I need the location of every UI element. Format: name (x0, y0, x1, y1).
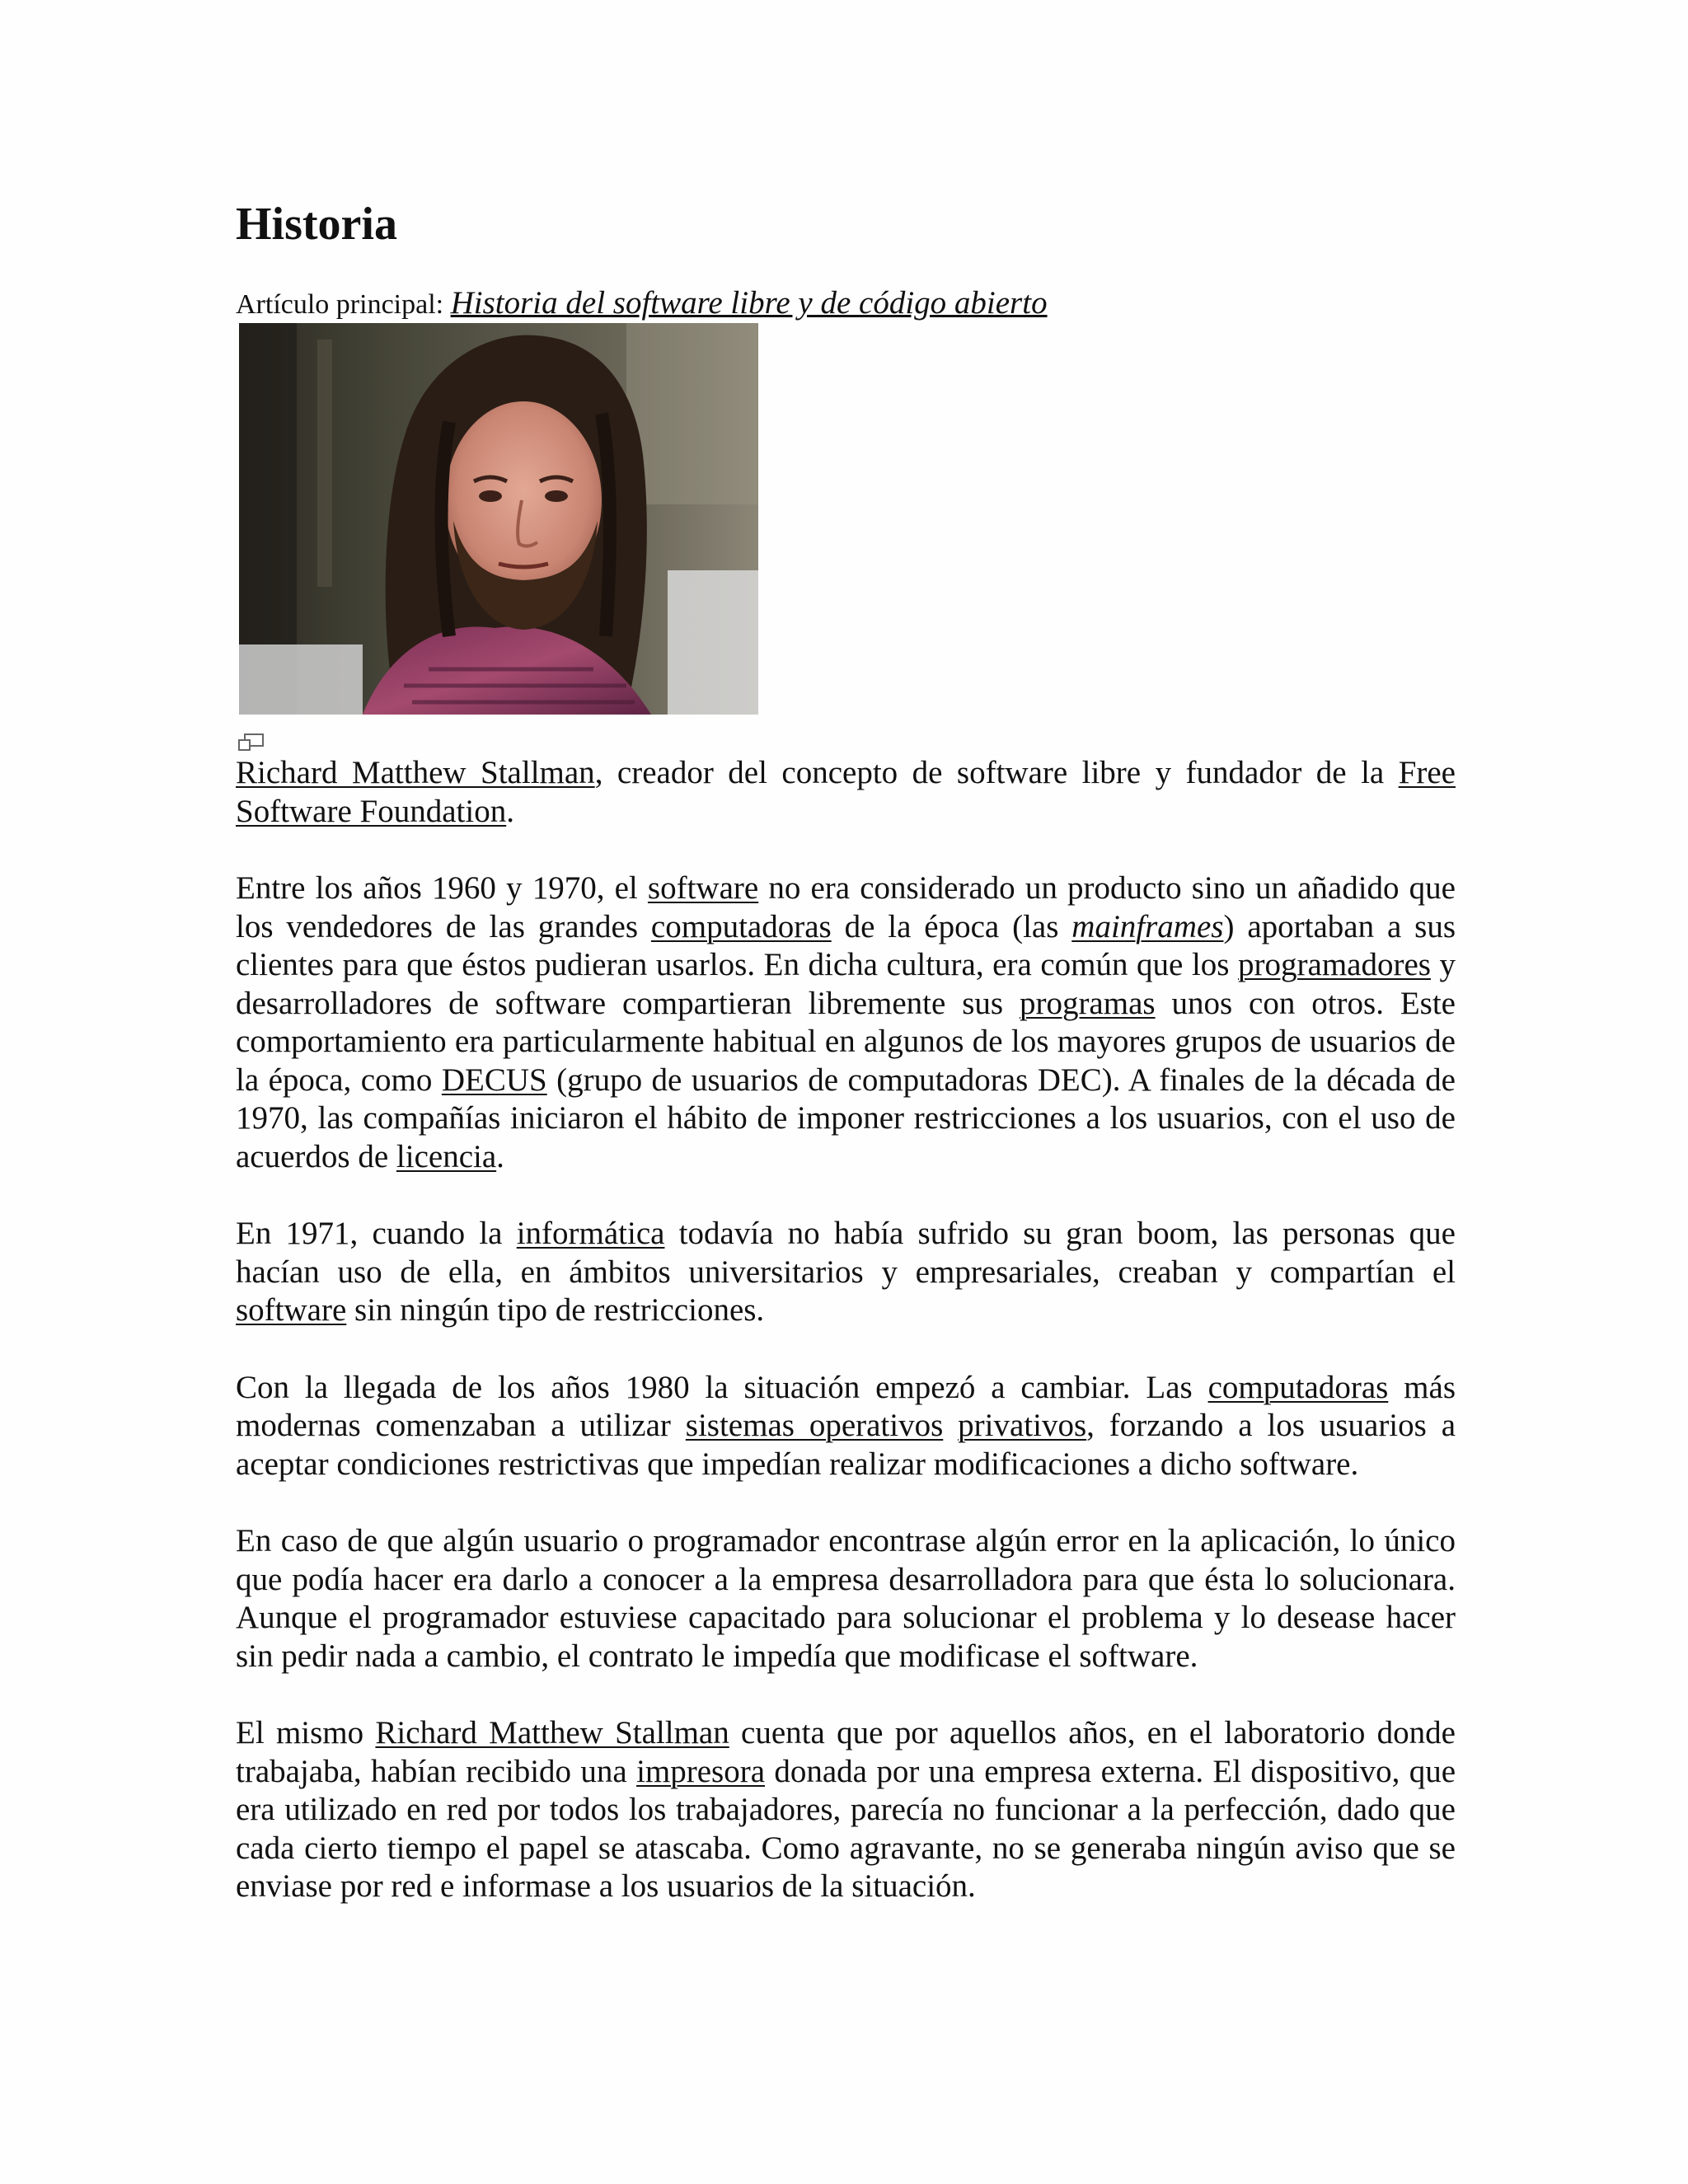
image-caption (236, 754, 1456, 831)
impresora-link[interactable]: impresora (636, 1753, 766, 1789)
page-title: Historia (236, 199, 397, 250)
main-article-link[interactable]: Historia del software libre y de código abierto (450, 285, 1048, 321)
p1-text: de la época (las (831, 908, 1072, 944)
decus-link[interactable]: DECUS (441, 1062, 547, 1098)
programadores-link[interactable]: programadores (1238, 947, 1431, 982)
p3-text (943, 1408, 958, 1443)
computadoras-link[interactable]: computadoras (650, 908, 832, 944)
p2-text: En 1971, cuando la (236, 1216, 517, 1251)
p1-text: (grupo de usuarios de computadoras DEC). A finales de la década de 1970, las compañías iniciaron el hábito de imponer restricciones a los usuarios, con el uso de acuerdos de (236, 1062, 1456, 1174)
p1-text: no era considerado un producto sino un añadido que los vendedores de las grandes (236, 870, 1456, 944)
main-article-note (236, 287, 1456, 321)
mainframes-link[interactable]: mainframes (1071, 908, 1224, 944)
stallman-photo (239, 323, 758, 715)
paragraph-3 (236, 1369, 1456, 1484)
fsf-link[interactable]: Free Software Foundation (236, 755, 1456, 829)
article (236, 198, 1456, 1945)
p1-text: Entre los años 1960 y 1970, el (236, 870, 648, 906)
p4-text: En caso de que algún usuario o programador encontrase algún error en la aplicación, lo único que podía hacer era darlo a conocer a la empresa desarrolladora para que ésta lo solucionara. Aunque el programador estuviese capacitado para solucionar el problema y lo desease hacer sin pedir nada a cambio, el contrato le impedía que modificase el software. (236, 1523, 1456, 1674)
p3-text: Con la llegada de los años 1980 la situación empezó a cambiar. Las (236, 1369, 1208, 1405)
privativos-link[interactable]: privativos (958, 1408, 1087, 1443)
p1-text: y desarrolladores de software compartieran libremente sus (236, 947, 1456, 1021)
p5-text: El mismo (236, 1715, 376, 1750)
enlarge-icon[interactable] (237, 733, 265, 752)
software-link[interactable]: software (647, 870, 759, 906)
main-article-prefix: Artículo principal: (236, 289, 451, 320)
stallman-link[interactable]: Richard Matthew Stallman (236, 755, 595, 790)
caption-text: , creador del concepto de software libre y fundador de la (594, 755, 1399, 790)
informatica-link[interactable]: informática (516, 1216, 665, 1251)
p1-text: ) aportaban a sus clientes para que éstos pudieran usarlos. En dicha cultura, era común que los (236, 908, 1456, 982)
paragraph-1 (236, 869, 1456, 1176)
p2-text: todavía no había sufrido su gran boom, las personas que hacían uso de ella, en ámbitos universitarios y empresariales, creaban y compartían el (236, 1216, 1456, 1290)
p3-text: , forzando a los usuarios a aceptar condiciones restrictivas que impedían realizar modificaciones a dicho software. (236, 1408, 1456, 1482)
caption-end: . (506, 793, 514, 829)
p5-text: cuenta que por aquellos años, en el laboratorio donde trabajaba, habían recibido una (236, 1715, 1456, 1789)
p2-text: sin ningún tipo de restricciones. (346, 1292, 765, 1328)
paragraph-2 (236, 1215, 1456, 1330)
licencia-link[interactable]: licencia (396, 1138, 497, 1174)
computadoras-link[interactable]: computadoras (1207, 1369, 1389, 1405)
p1-text: . (496, 1138, 504, 1174)
paragraph-5 (236, 1714, 1456, 1906)
p3-text: más modernas comenzaban a utilizar (236, 1369, 1456, 1443)
sistemas-operativos-link[interactable]: sistemas operativos (685, 1408, 944, 1443)
software-link[interactable]: software (236, 1292, 347, 1328)
paragraph-4 (236, 1522, 1456, 1675)
p5-text: donada por una empresa externa. El dispositivo, que era utilizado en red por todos los trabajadores, parecía no funcionar a la perfección, dado que cada cierto tiempo el papel se atascaba. Como agravante, no se generaba ningún aviso que se enviase por red e informase a los usuarios de la situación. (236, 1753, 1456, 1904)
programas-link[interactable]: programas (1019, 985, 1156, 1021)
stallman-link[interactable]: Richard Matthew Stallman (375, 1715, 729, 1750)
p1-text: unos con otros. Este comportamiento era particularmente habitual en algunos de los mayores grupos de usuarios de la época, como (236, 985, 1456, 1098)
